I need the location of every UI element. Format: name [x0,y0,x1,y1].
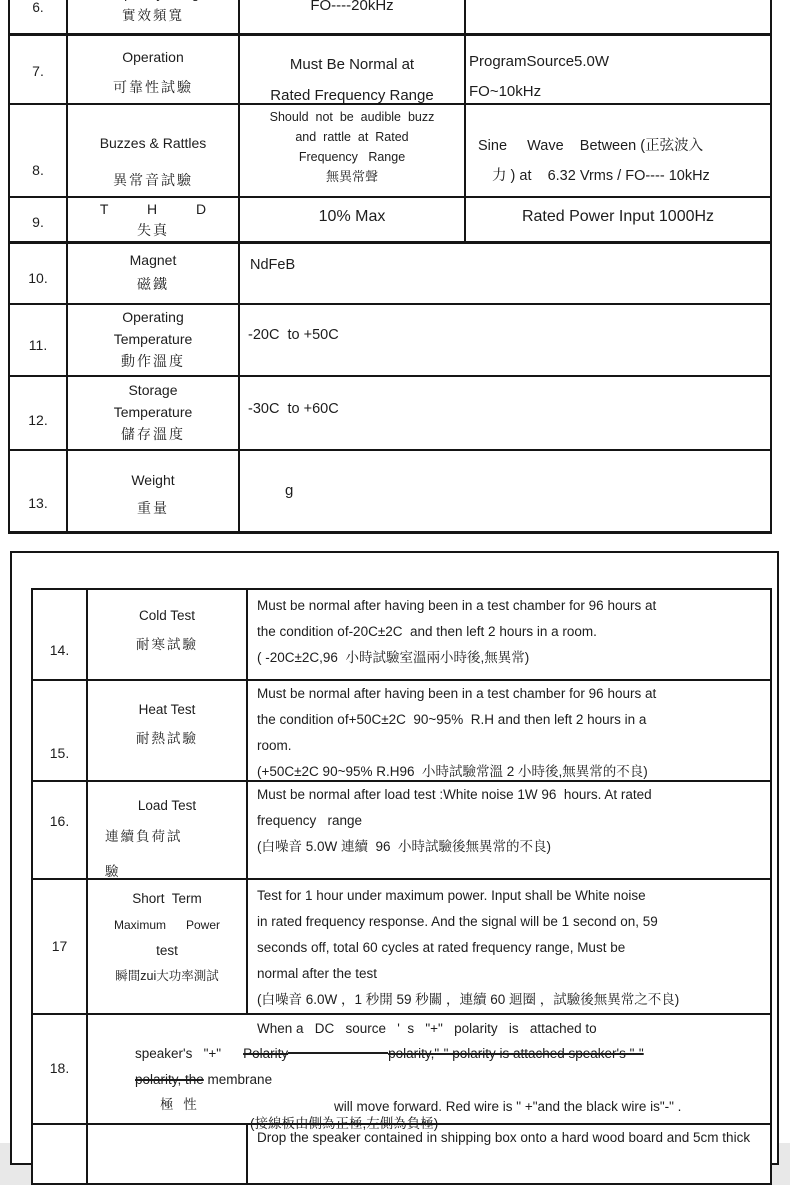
row11-label-cell [68,305,240,375]
row13-value: g [285,482,294,499]
row18-number: 18. [49,1060,70,1076]
table-row-14 [33,590,770,679]
row6-number-cell [10,0,68,33]
row17-label-cell [88,880,248,1013]
table-row-13 [10,449,770,531]
row7-number-cell [10,36,68,103]
row16-label-cell [88,782,248,878]
row17-number-cell [33,880,88,1013]
row13-number-cell [10,451,68,531]
row8-label-en: Buzzes & Rattles [99,135,207,151]
row17-desc-line5: (白噪音 6.0W ，1 秒開 59 秒關 ，連續 60 迴圈 ，試驗後無異常之不良) [257,992,680,1007]
row7-condition-line2: Rated Frequency Range [270,87,434,104]
row11-number-cell [10,305,68,375]
row16-description-cell [248,782,770,878]
row14-description-cell [248,590,770,679]
table-row-18 [33,1013,770,1131]
row6-condition: FO----20kHz [310,0,394,14]
row16-label-zh1: 連續負荷試 [105,829,183,844]
row13-number: 13. [28,495,48,511]
row19-number-cell [33,1125,88,1183]
row8-label-zh: 異常音試驗 [113,172,193,188]
row7-label-en: Operation [122,49,184,65]
row14-number: 14. [49,642,70,658]
row15-number-cell [33,681,88,780]
row7-condition-cell [240,36,466,103]
row11-value: -20C to +50C [248,327,339,343]
row12-label-cell [68,377,240,449]
row18-line3-struck: polarity, the [135,1072,204,1087]
row7-label-zh: 可靠性試驗 [113,79,193,95]
row15-desc-line2: the condition of+50C±2C 90~95% R.H and then left 2 hours in a [257,712,647,727]
spec-table-lower-box [10,551,779,1165]
row16-number: 16. [49,813,70,829]
row14-number-cell [33,590,88,679]
table-row-17 [33,878,770,1013]
row19-desc-line1: Drop the speaker contained in shipping box onto a hard wood board and 5cm thick [257,1130,751,1145]
row14-label-zh: 耐寒試驗 [136,637,198,652]
row13-value-cell [240,451,770,531]
table-row-19 [33,1123,770,1183]
row18-struck-tail: polarity,"-" polarity is attached speaker's "-" [388,1046,644,1061]
row18-number-cell [33,1015,88,1123]
row12-label-zh: 儲存溫度 [121,426,185,442]
table-row-9 [10,196,770,241]
row11-value-cell [240,305,770,375]
row9-value-cell [466,198,770,241]
row12-label-en1: Storage [128,382,178,398]
table-row-8 [10,103,770,196]
row8-number-cell [10,105,68,196]
row11-label-en1: Operating [122,309,184,325]
row18-line5: (接線板由側為正極,左側為負極) [250,1116,439,1131]
row7-value-cell [466,36,770,103]
row19-label-cell [88,1125,248,1183]
row10-number-cell [10,244,68,303]
row9-label-en: T H D [99,201,207,217]
row17-label-en3: test [156,943,178,958]
row15-label-en: Heat Test [138,702,196,717]
table-row-7 [10,33,770,103]
row8-value-line1: Sine Wave Between (正弦波入 [478,138,704,154]
row11-label-zh: 動作溫度 [121,353,185,369]
row18-struck-word: Polarity [243,1046,289,1061]
row17-number: 17 [51,938,68,954]
row16-desc-line2: frequency range [257,813,363,828]
row11-label-en2: Temperature [113,331,193,347]
row8-label-cell [68,105,240,196]
row15-desc-line3: room. [257,738,292,753]
row12-value: -30C to +60C [248,401,339,417]
row13-label-en: Weight [131,472,175,488]
spec-table-lower [31,588,772,1185]
row7-label-cell [68,36,240,103]
row14-desc-line2: the condition of-20C±2C and then left 2 hours in a room. [257,624,597,639]
table-row-6 [10,0,770,33]
row14-label-cell [88,590,248,679]
table-row-15 [33,679,770,780]
row18-content-area [88,1015,770,1131]
table-row-16 [33,780,770,878]
row12-number-cell [10,377,68,449]
row19-description-cell [248,1125,770,1183]
row15-label-zh: 耐熱試驗 [136,731,198,746]
row7-condition-line1: Must Be Normal at [289,56,415,73]
row9-condition-cell [240,198,466,241]
row8-value-cell [466,105,770,196]
row8-number: 8. [32,162,44,178]
row17-desc-line3: seconds off, total 60 cycles at rated frequency range, Must be [257,940,626,955]
row9-condition: 10% Max [318,208,386,225]
row15-label-cell [88,681,248,780]
table-row-11 [10,303,770,375]
row7-number: 7. [32,63,44,79]
row16-number-cell [33,782,88,878]
row10-label-zh: 磁鐵 [137,276,169,292]
row9-value: Rated Power Input 1000Hz [521,208,715,225]
strikethrough-line [288,1052,388,1054]
row12-label-en2: Temperature [113,404,193,420]
row17-desc-line1: Test for 1 hour under maximum power. Input shall be White noise [257,888,646,903]
row13-label-zh: 重量 [137,500,169,516]
row15-desc-line1: Must be normal after having been in a test chamber for 96 hours at [257,686,657,701]
row10-label-cell [68,244,240,303]
row18-line2-plain: speaker's "+" [135,1046,222,1061]
row13-label-cell [68,451,240,531]
row15-number: 15. [49,745,70,761]
row9-number: 9. [32,214,44,230]
row12-number: 12. [28,412,48,428]
row14-label-en: Cold Test [138,608,196,623]
row6-label-en [68,0,238,4]
row12-value-cell [240,377,770,449]
row17-label-en1: Short Term [132,891,202,906]
row17-desc-line2: in rated frequency response. And the signal will be 1 second on, 59 [257,914,658,929]
row6-label-cell [68,0,240,33]
row10-label-en: Magnet [129,252,177,268]
spec-table-upper [8,0,772,534]
row16-label-en: Load Test [137,798,197,813]
row18-line1: When a DC source ' s "+" polarity is attached to [257,1021,597,1036]
row14-desc-line1: Must be normal after having been in a test chamber for 96 hours at [257,598,657,613]
row7-value-line1: ProgramSource5.0W [469,53,610,70]
row15-desc-line4: (+50C±2C 90~95% R.H96 小時試驗常溫 2 小時後,無異常的不良) [257,764,648,779]
row10-value-cell [240,244,770,303]
row6-condition-cell [240,0,466,33]
row9-number-cell [10,198,68,241]
row8-value-line2: 力 ) at 6.32 Vrms / FO---- 10kHz [492,168,710,184]
row7-value-line2: FO~10kHz [469,83,542,100]
row17-label-zh: 瞬間zui大功率測試 [115,969,219,983]
row6-number: 6. [32,0,44,15]
row16-desc-line1: Must be normal after load test :White noise 1W 96 hours. At rated [257,787,652,802]
row18-line4: will move forward. Red wire is " +"and the black wire is"-" . [334,1099,682,1114]
row6-value-cell [466,0,770,33]
row10-number: 10. [28,270,48,286]
row15-description-cell [248,681,770,780]
row17-description-cell [248,880,770,1013]
table-row-10 [10,241,770,303]
row8-condition-line3: Frequency Range [298,150,406,164]
row6-label-zh: 實效頻寬 [122,8,184,23]
row18-line2 [135,1044,644,1064]
row18-line3 [135,1070,272,1090]
row16-desc-line3: (白噪音 5.0W 連續 96 小時試驗後無異常的不良) [257,839,552,854]
row8-condition-line4: 無異常聲 [325,169,378,184]
row10-value: NdFeB [250,257,296,273]
row16-label-zh2: 驗 [105,864,119,879]
row18-line2-struck [243,1046,644,1061]
row17-label-en2: Maximum Power [113,918,221,932]
row18-label-zh: 極 性 [160,1097,200,1112]
table-row-12 [10,375,770,449]
row9-label-cell [68,198,240,241]
row8-condition-line2: and rattle at Rated [295,130,409,144]
row14-desc-line3: ( -20C±2C,96 小時試驗室溫兩小時後,無異常) [257,650,530,665]
row18-line3-plain: membrane [203,1072,273,1087]
row17-desc-line4: normal after the test [257,966,378,981]
row9-label-zh: 失真 [137,222,169,238]
row11-number: 11. [28,337,48,353]
row8-condition-line1: Should not be audible buzz [269,110,435,124]
row8-condition-cell [240,105,466,196]
